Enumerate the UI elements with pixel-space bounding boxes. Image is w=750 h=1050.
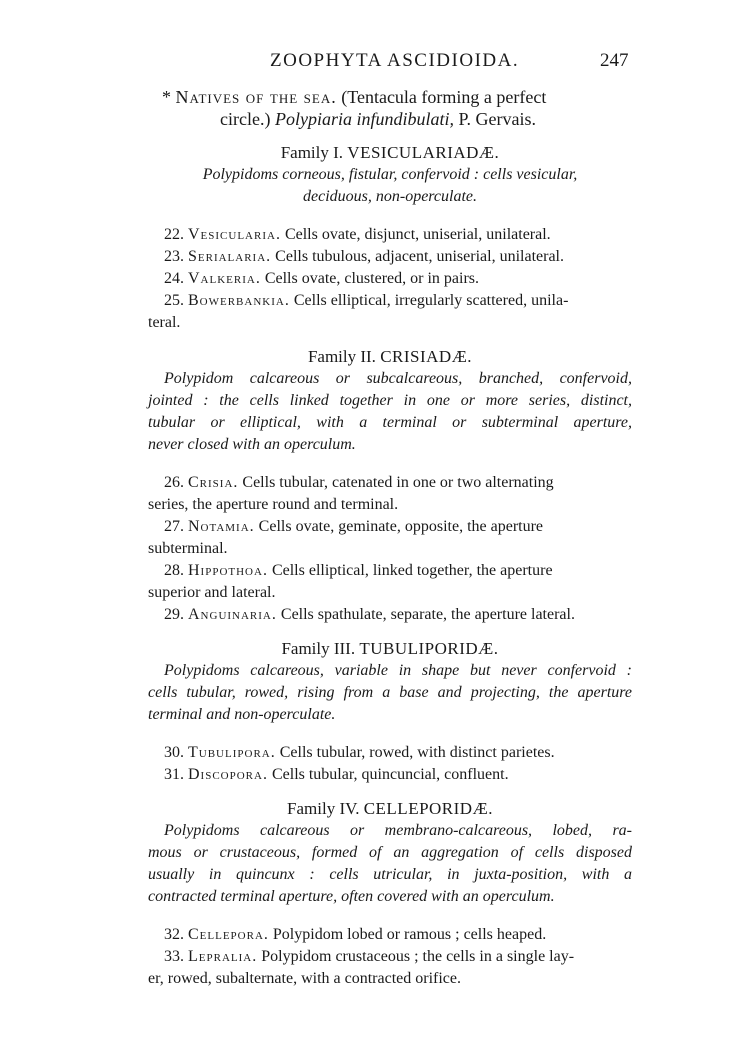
family-description-line: Polypidoms calcareous, variable in shape but never confervoid : [164, 662, 632, 679]
family-description-line: never closed with an operculum. [148, 436, 356, 453]
running-header [0, 50, 750, 80]
family-description-line: deciduous, non-operculate. [302, 188, 478, 205]
family-description-line: Polypidom calcareous or subcalcareous, branched, confervoid, [164, 370, 632, 387]
family-description-line: Polypidoms corneous, fistular, confervoid : cells vesicular, [202, 166, 578, 183]
natives-heading: Natives of the sea. [175, 87, 337, 107]
family-description-line: contracted terminal aperture, often covered with an operculum. [148, 888, 555, 905]
family-description-line: mous or crustaceous, formed of an aggregation of cells disposed [148, 844, 632, 861]
genus-entry [148, 290, 632, 312]
family-label: Family III. [281, 639, 356, 658]
genus-text: Cells spathulate, separate, the aperture lateral. [280, 606, 575, 623]
genus-continuation: series, the aperture round and terminal. [148, 496, 399, 513]
genus-entry [148, 604, 632, 626]
genus-number: 24. [164, 270, 184, 287]
genus-number: 28. [164, 562, 184, 579]
family-description-line: tubular or elliptical, with a terminal or subterminal aperture, [148, 414, 632, 431]
genus-entry [148, 946, 632, 968]
genus-entry [148, 516, 632, 538]
genus-number: 29. [164, 606, 184, 623]
genus-text: Cells elliptical, linked together, the aperture [271, 562, 553, 579]
genus-continuation: er, rowed, subalternate, with a contracted orifice. [148, 970, 461, 987]
family-description-line: terminal and non-operculate. [148, 706, 336, 723]
family-heading [148, 346, 632, 368]
genus-name: Crisia. [188, 474, 239, 491]
genus-text: Polypidom crustaceous ; the cells in a single lay- [261, 948, 575, 965]
family-name: CELLEPORIDÆ. [363, 799, 493, 818]
genus-text: Polypidom lobed or ramous ; cells heaped. [272, 926, 547, 943]
intro-line-2 [148, 108, 632, 130]
genus-continuation: superior and lateral. [148, 584, 276, 601]
tentacula-text: (Tentacula forming a perfect [341, 87, 547, 107]
family-heading [148, 638, 632, 660]
page-body [148, 86, 632, 990]
genus-name: Anguinaria. [188, 606, 277, 623]
genus-entry [148, 268, 632, 290]
genus-number: 30. [164, 744, 184, 761]
running-title: ZOOPHYTA ASCIDIOIDA. [270, 50, 520, 71]
genus-name: Discopora. [188, 766, 268, 783]
genus-number: 22. [164, 226, 184, 243]
genus-name: Serialaria. [188, 248, 272, 265]
genus-text: Cells tubular, rowed, with distinct parietes. [279, 744, 555, 761]
family-name: CRISIADÆ. [380, 347, 473, 366]
genus-number: 25. [164, 292, 184, 309]
intro-line-1 [148, 86, 632, 108]
genus-number: 32. [164, 926, 184, 943]
genus-entry [148, 560, 632, 582]
author-text: P. Gervais. [458, 109, 536, 129]
family-name: TUBULIPORIDÆ. [359, 639, 499, 658]
genus-text: Cells tubular, quincuncial, confluent. [271, 766, 509, 783]
genus-name: Bowerbankia. [188, 292, 290, 309]
genus-text: Cells ovate, clustered, or in pairs. [264, 270, 479, 287]
genus-name: Lepralia. [188, 948, 258, 965]
family-description-line: jointed : the cells linked together in one or more series, distinct, [148, 392, 632, 409]
genus-name: Hippothoa. [188, 562, 268, 579]
genus-name: Tubulipora. [188, 744, 276, 761]
family-description-line: usually in quincunx : cells utricular, in juxta-position, with a [148, 866, 632, 883]
family-description-line: Polypidoms calcareous or membrano-calcareous, lobed, ra- [164, 822, 632, 839]
genus-entry [148, 764, 632, 786]
genus-text: Cells ovate, disjunct, uniserial, unilateral. [284, 226, 551, 243]
genus-entry [148, 472, 632, 494]
genus-continuation: subterminal. [148, 540, 228, 557]
genus-continuation: teral. [148, 314, 181, 331]
genus-text: Cells tubulous, adjacent, uniserial, unilateral. [275, 248, 564, 265]
family-name: VESICULARIADÆ. [347, 143, 500, 162]
genus-number: 33. [164, 948, 184, 965]
genus-number: 27. [164, 518, 184, 535]
genus-number: 23. [164, 248, 184, 265]
genus-name: Cellepora. [188, 926, 269, 943]
genus-number: 26. [164, 474, 184, 491]
genus-number: 31. [164, 766, 184, 783]
genus-entry [148, 246, 632, 268]
genus-entry [148, 224, 632, 246]
family-label: Family I. [280, 143, 344, 162]
family-heading [148, 798, 632, 820]
circle-text: circle.) [220, 109, 271, 129]
genus-name: Valkeria. [188, 270, 261, 287]
genus-text: Cells tubular, catenated in one or two alternating [242, 474, 554, 491]
genus-name: Vesicularia. [188, 226, 281, 243]
page-number: 247 [600, 50, 629, 71]
genus-text: Cells elliptical, irregularly scattered, unila- [293, 292, 569, 309]
family-label: Family II. [307, 347, 376, 366]
genus-entry [148, 924, 632, 946]
genus-name: Notamia. [188, 518, 255, 535]
family-description-line: cells tubular, rowed, rising from a base and projecting, the aperture [148, 684, 632, 701]
genus-text: Cells ovate, geminate, opposite, the aperture [258, 518, 544, 535]
family-heading [148, 142, 632, 164]
family-label: Family IV. [287, 799, 360, 818]
genus-entry [148, 742, 632, 764]
polypiaria-text: Polypiaria infundibulati, [274, 109, 454, 129]
footnote-asterisk: * [162, 87, 171, 107]
